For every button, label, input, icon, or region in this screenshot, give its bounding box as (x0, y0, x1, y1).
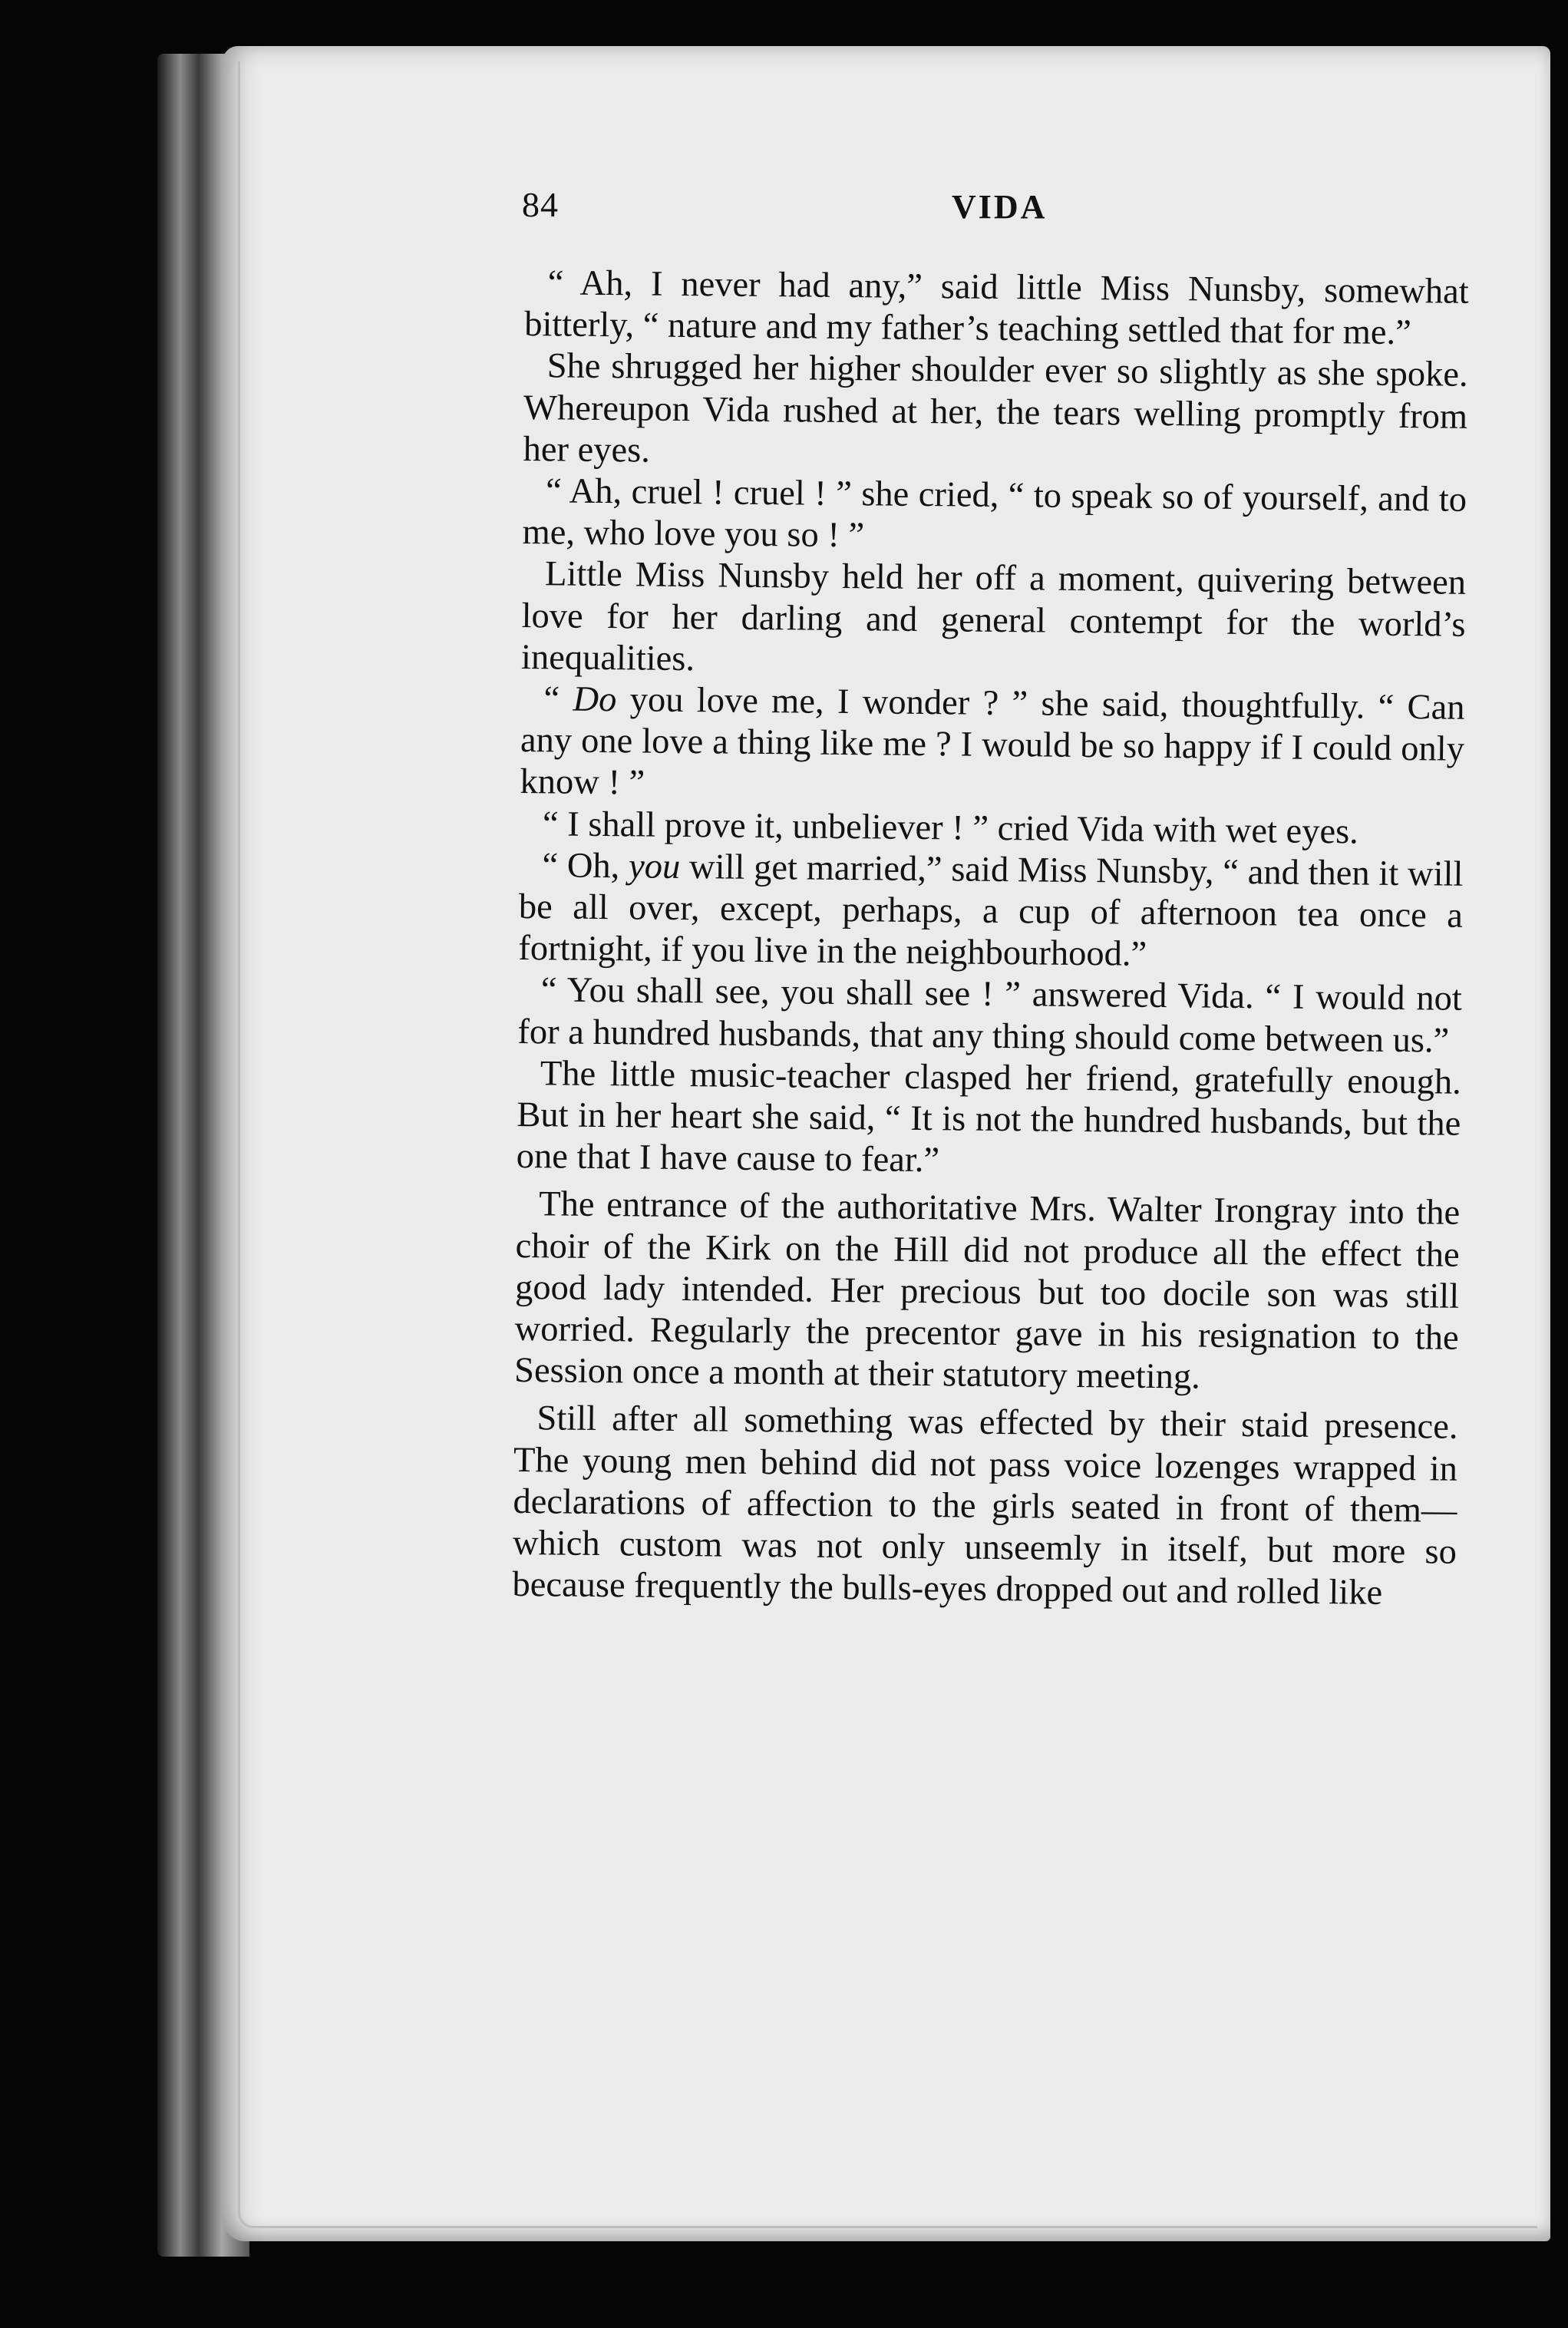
italic-emphasis: you (628, 847, 681, 887)
italic-emphasis: Do (573, 679, 617, 720)
text-segment: “ You shall see, you shall see ! ” answered Vida. “ I would not for a hundred husbands, that any thing should come between us.” (517, 970, 1463, 1061)
text-segment: Little Miss Nunsby held her off a moment, quivering between love for her darling and general contempt for the world’s inequalities. (520, 554, 1467, 679)
text-segment: “ Ah, I never had any,” said little Miss Nunsby, somewhat bitterly, “ nature and my father’s teaching settled that for me.” (523, 263, 1469, 353)
paragraph (517, 969, 1462, 1062)
text-segment: She shrugged her higher shoulder ever so slightly as she spoke. Whereupon Vida rushed at her, the tears welling promptly from her eyes. (523, 346, 1468, 471)
paragraph (517, 1053, 1462, 1187)
paragraph (520, 679, 1465, 812)
paragraph (523, 345, 1468, 479)
paragraph (522, 471, 1467, 563)
text-segment: will get married,” said Miss Nunsby, “ and then it will be all over, except, perhaps, a cup of afternoon tea once a fortnight, if you live in the neighbourhood.” (518, 847, 1464, 975)
page-header (522, 184, 1474, 238)
text-segment: Still after all something was effected by their staid presence. The young men behind did not pass voice lozenges wrapped in declarations of affection to the girls seated in front of them—which custom was not only unseemly in itself, but more so because frequently the bulls-eyes dropped out and rolled like (512, 1398, 1458, 1613)
text-segment: “ Ah, cruel ! cruel ! ” she cried, “ to speak so of yourself, and to me, who love you so ! ” (522, 471, 1467, 556)
text-segment: “ I shall prove it, unbeliever ! ” cried Vida with wet eyes. (542, 804, 1359, 852)
text-segment: “ (543, 679, 573, 719)
paragraph (524, 263, 1469, 355)
paragraph (512, 1398, 1458, 1615)
running-title: VIDA (952, 188, 1048, 226)
text-segment: The little music-teacher clasped her friend, gratefully enough. But in her heart she said, “ It is not the hundred husbands, but the one that I have cause to fear.” (516, 1054, 1462, 1181)
text-segment: you love me, I wonder ? ” she said, thoughtfully. “ Can any one love a thing like me ? I would be so happy if I could only know ! ” (520, 680, 1465, 803)
paragraph (518, 845, 1464, 979)
paragraph (514, 1184, 1461, 1401)
body-text (512, 263, 1469, 1615)
paragraph (521, 553, 1467, 687)
page-number: 84 (522, 185, 559, 224)
text-segment: The entrance of the authoritative Mrs. Walter Irongray into the choir of the Kirk on the Hill did not produce all the effect the good lady intended. Her precious but too docile son was still worried. Regularly the precentor gave in his resignation to the Session once a month at their statutory meeting. (513, 1184, 1461, 1397)
text-segment: “ Oh, (542, 846, 629, 887)
